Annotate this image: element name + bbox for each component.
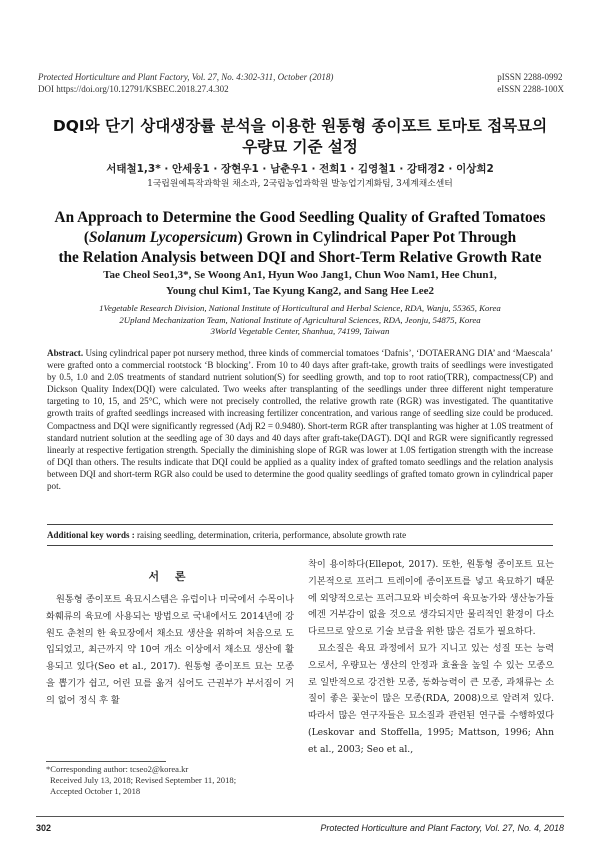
species-name: Solanum Lycopersicum (89, 229, 238, 246)
pissn: pISSN 2288-0992 (497, 72, 563, 82)
english-title (30, 208, 570, 268)
korean-title-line2: 우량묘 기준 설정 (242, 138, 358, 156)
footnote-rule (46, 761, 166, 762)
page-footer (36, 822, 564, 834)
english-affiliations (40, 303, 560, 338)
abstract-label: Abstract. (47, 348, 84, 358)
korean-title-line1: DQI와 단기 상대생장률 분석을 이용한 원통형 종이포트 토마토 접목묘의 (52, 117, 548, 135)
keywords-bottom-rule (47, 545, 553, 546)
keywords (47, 529, 553, 541)
english-authors-line2: Young chul Kim1, Tae Kyung Kang2, and Sang Hee Lee2 (165, 284, 435, 297)
left-column (46, 592, 294, 710)
korean-affiliations: 1국립원예특작과학원 채소과, 2국립농업과학원 발농업기계화팀, 3세계채소센터 (147, 179, 453, 189)
eissn: eISSN 2288-100X (497, 84, 564, 94)
corresponding-author[interactable]: *Corresponding author: tcseo2@korea.kr (46, 764, 189, 774)
received-date: Received July 13, 2018; Revised September 11, 2018; (50, 775, 237, 785)
english-authors (40, 268, 560, 299)
journal-header (38, 71, 564, 95)
english-title-line2-rest: ) Grown in Cylindrical Paper Pot Through (237, 229, 517, 246)
english-authors-line1: Tae Cheol Seo1,3*, Se Woong An1, Hyun Woo Jang1, Chun Woo Nam1, Hee Chun1, (103, 269, 497, 281)
english-title-line1: An Approach to Determine the Good Seedling Quality of Grafted Tomatoes (54, 209, 546, 226)
intro-paragraph-1-cont: 착이 용이하다(Ellepot, 2017). 또한, 원통형 종이포트 묘는 기본적으로 프러그 트레이에 종이포트를 넣고 육묘하기 때문에 외양적으로는 프러그묘와 비슷하여 육묘농가와 생산농가들에겐 거부감이 없을 것으로 생각되지만 물리적인 환경이 다소 다르므로 앞으로 기술 보급을 위한 많은 검토가 필요하다. (308, 559, 554, 638)
keywords-top-rule (47, 524, 553, 525)
affiliation-3: 3World Vegetable Center, Shanhua, 74199, Taiwan (210, 326, 390, 336)
right-column (308, 557, 554, 759)
english-title-line3: the Relation Analysis between DQI and Short-Term Relative Growth Rate (58, 249, 542, 266)
section-title: 서 론 (148, 570, 192, 583)
journal-citation: Protected Horticulture and Plant Factory, Vol. 27, No. 4:302-311, October (2018) (38, 72, 334, 82)
doi-line[interactable]: DOI https://doi.org/10.12791/KSBEC.2018.27.4.302 (38, 84, 229, 94)
english-title-line2: (Solanum Lycopersicum) Grown in Cylindrical Paper Pot Through (83, 229, 517, 246)
abstract-text: Using cylindrical paper pot nursery method, three kinds of commercial tomatoes ‘Dafnis’, ‘DOTAERANG DIA’ and ‘Maescala’ were grafted onto a commercial rootstock ‘B blocking’. From 10 to 40 days after graft-take, growth traits of seedlings were investigated by 0.5, 1.0 and 2.0S treatments of standard nutrient solution(S) for seedling growth, and top to root ratio(TRR), compactness(CP) and Dickson Quality Index(DQI) were calculated. Two weeks after transplanting of the seedlings under three different night temperature targeting to 10, 15, and 25°C, which were not precisely controlled, the relative growth rate (RGR) was investigated. The quantitative growth traits of grafted seedlings increased with increasing fertilizer concentration, and various range of seedling size could be produced. Compactness and DQI were significantly regressed (Adj R2 = 0.9480). Short-term RGR after transplanting was higher at 1.0S treatment of standard nutrient solution at the seedling age of 30 days and 40 days after graft-take(DAGT). DQI and RGR were significantly regressed linearly at respective fertigation strength. Specially the diminishing slope of RGR was lower at 1.0S fertigation strength with the increase of DQI than others. The results indicate that DQI could be applied as a quality index of grafted tomato seedlings and the relation analysis between DQI and short-term RGR also could be used to determine the good quality seedlings of grafted tomato grown in cylindrical paper pot. (47, 348, 553, 492)
keywords-label: Additional key words : (47, 530, 135, 540)
intro-paragraph-2: 묘소질은 육묘 과정에서 묘가 지니고 있는 성질 또는 능력으로서, 우량묘는 생산의 안정과 효율을 높일 수 있는 모종으로 일반적으로 강건한 모종, 동화능력이 큰 모종, 과채류는 소질이 좋은 꽃눈이 많은 모종(RDA, 2008)으로 알려져 있다. 따라서 많은 연구자들은 묘소질과 관련된 연구를 수행하였다(Leskovar and Stoffella, 1995; Mattson, 1996; Ahn et al., 2003; Seo et al., (308, 642, 554, 755)
keywords-text: raising seedling, determination, criteria, performance, absolute growth rate (137, 530, 407, 540)
footer-rule (36, 816, 564, 817)
page-number: 302 (36, 823, 52, 833)
korean-authors: 서태철1,3* · 안세웅1 · 장현우1 · 남춘우1 · 전희1 · 김영철1 · 강태경2 · 이상희2 (106, 163, 494, 175)
footer-journal: Protected Horticulture and Plant Factory, Vol. 27, No. 4, 2018 (320, 823, 564, 833)
korean-title (40, 116, 560, 158)
accepted-date: Accepted October 1, 2018 (50, 786, 141, 796)
affiliation-2: 2Upland Mechanization Team, National Institute of Agricultural Sciences, RDA, Jeonju, 54875, Korea (119, 314, 481, 325)
affiliation-1: 1Vegetable Research Division, National Institute of Horticultural and Herbal Science, RDA, Wanju, 55365, Korea (99, 303, 501, 313)
abstract (47, 347, 553, 492)
footnote (46, 764, 296, 797)
intro-paragraph-1: 원통형 종이포트 육묘시스템은 유럽이나 미국에서 수목이나 화훼류의 육묘에 사용되는 방법으로 국내에서도 2014년에 강원도 춘천의 한 육묘장에서 채소묘 생산을 위하여 처음으로 도입되었고, 최근까지 약 10여 개소 이상에서 채소묘 생산에 활용되고 있다(Seo et al., 2017). 원통형 종이포트 묘는 모종을 뽑기가 쉽고, 어린 묘를 옮겨 심어도 근권부가 부서짐이 거의 없어 정식 후 활 (46, 594, 294, 706)
